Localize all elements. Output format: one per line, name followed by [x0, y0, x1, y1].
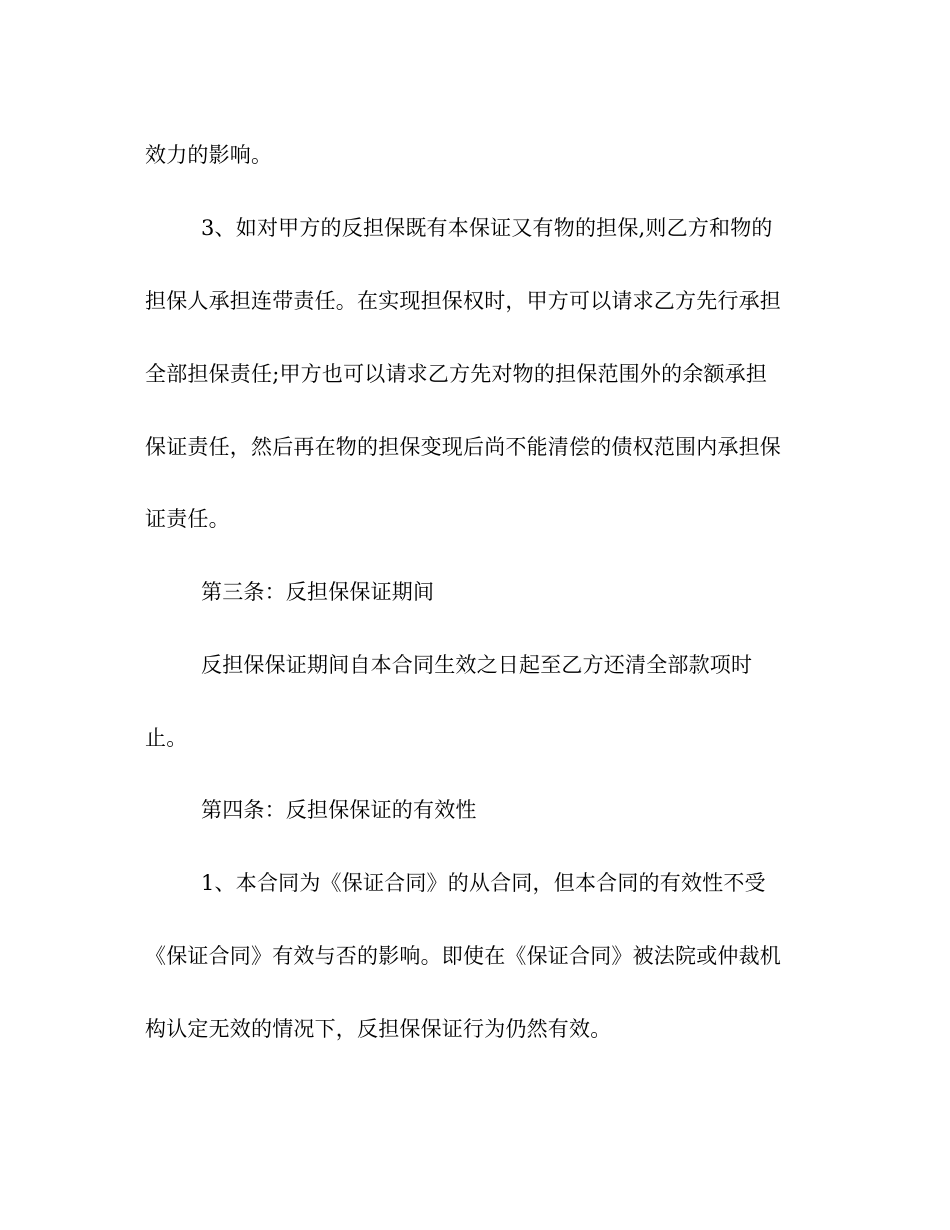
text-line: 构认定无效的情况下，反担保保证行为仍然有效。 [145, 1017, 612, 1041]
text-line: 止。 [145, 726, 188, 750]
text-line: 1、本合同为《保证合同》的从合同，但本合同的有效性不受 [201, 871, 766, 895]
text-line: 证责任。 [145, 507, 230, 531]
text-line: 《保证合同》有效与否的影响。即使在《保证合同》被法院或仲裁机 [145, 944, 781, 968]
text-line: 反担保保证期间自本合同生效之日起至乙方还清全部款项时 [201, 653, 753, 677]
text-line: 3、如对甲方的反担保既有本保证又有物的担保,则乙方和物的 [201, 216, 773, 240]
section-heading: 第三条：反担保保证期间 [201, 580, 435, 604]
text-line: 担保人承担连带责任。在实现担保权时，甲方可以请求乙方先行承担 [145, 289, 781, 313]
text-line: 效力的影响。 [145, 143, 273, 167]
text-line: 全部担保责任;甲方也可以请求乙方先对物的担保范围外的余额承担 [145, 362, 768, 386]
section-heading: 第四条：反担保保证的有效性 [201, 798, 477, 822]
text-line: 保证责任，然后再在物的担保变现后尚不能清偿的债权范围内承担保 [145, 435, 781, 459]
